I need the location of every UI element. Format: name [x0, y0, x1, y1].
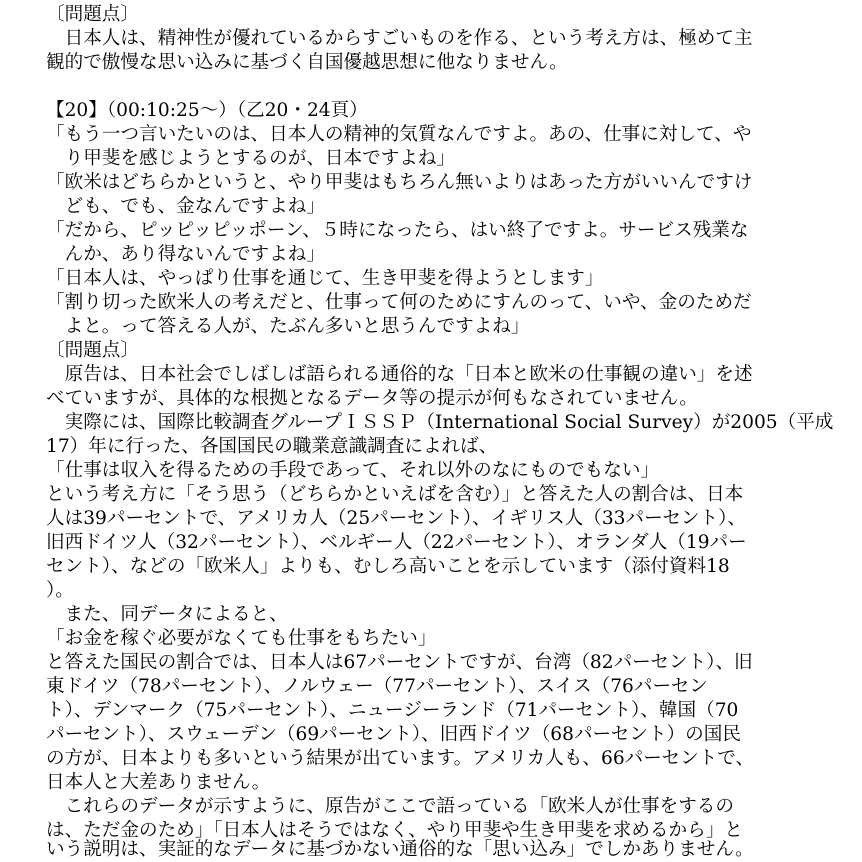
text-line: ども、でも、金なんですよね」: [46, 196, 325, 217]
text-line: 観的で傲慢な思い込みに基づく自国優越思想に他なりません。: [46, 52, 568, 73]
text-line: 実際には、国際比較調査グループＩＳＳＰ（International Social Survey）が2005（平成: [46, 412, 834, 433]
text-line: 【20】（00:10:25〜）（乙20・24頁）: [46, 100, 368, 121]
text-line: ト）、デンマーク（75パーセント）、ニュージーランド（71パーセント）、韓国（70: [46, 700, 739, 721]
text-line: 〔問題点〕: [46, 340, 139, 361]
text-line: 「仕事は収入を得るための手段であって、それ以外のなにものでもない」: [46, 460, 660, 481]
text-line: ）。: [46, 580, 74, 601]
text-line: よと。って答える人が、たぶん多いと思うんですよね」: [46, 316, 530, 337]
text-line: 「欧米はどちらかというと、やり甲斐はもちろん無いよりはあった方がいいんですけ: [46, 172, 753, 193]
text-line: 「お金を稼ぐ必要がなくても仕事をもちたい」: [46, 628, 437, 649]
text-line: いう説明は、実証的なデータに基づかない通俗的な「思い込み」でしかありません。: [46, 839, 754, 860]
text-line: り甲斐を感じようとするのが、日本ですよね」: [46, 148, 456, 169]
text-line: セント）、などの「欧米人」よりも、むしろ高いことを示しています（添付資料18: [46, 556, 730, 577]
text-line: と答えた国民の割合では、日本人は67パーセントですが、台湾（82パーセント）、旧: [46, 652, 753, 673]
text-line: また、同データによると、: [46, 604, 288, 625]
text-line: 旧西ドイツ人（32パーセント）、ベルギー人（22パーセント）、オランダ人（19パー: [46, 532, 747, 553]
text-line: んか、あり得ないんですよね」: [46, 244, 325, 265]
text-line: 17）年に行った、各国国民の職業意識調査によれば、: [46, 436, 498, 457]
text-line: 人は39パーセントで、アメリカ人（25パーセント）、イギリス人（33パーセント）、: [46, 508, 747, 529]
text-line: は、ただ金のため」「日本人はそうではなく、やり甲斐や生き甲斐を求めるから」と: [46, 820, 743, 841]
text-line: 東ドイツ（78パーセント）、ノルウェー（77パーセント）、スイス（76パーセン: [46, 676, 708, 697]
text-line: べていますが、具体的な根拠となるデータ等の提示が何もなされていません。: [46, 388, 698, 409]
text-line: 〔問題点〕: [46, 4, 139, 25]
text-line: という考え方に「そう思う（どちらかといえばを含む）」と答えた人の割合は、日本: [46, 484, 744, 505]
text-line: の方が、日本よりも多いという結果が出ています。アメリカ人も、66パーセントで、: [46, 748, 755, 769]
text-line: パーセント）、スウェーデン（69パーセント）、旧西ドイツ（68パーセント）の国民: [46, 724, 741, 745]
text-line: 「日本人は、やっぱり仕事を通じて、生き甲斐を得ようとします」: [46, 268, 604, 289]
text-line: 日本人は、精神性が優れているからすごいものを作る、という考え方は、極めて主: [46, 28, 753, 49]
text-line: 「だから、ピッピッピッポーン、５時になったら、はい終了ですよ。サービス残業な: [46, 220, 749, 241]
text-line: 日本人と大差ありません。: [46, 772, 271, 793]
text-line: これらのデータが示すように、原告がここで語っている「欧米人が仕事をするの: [46, 796, 734, 817]
text-line: 「割り切った欧米人の考えだと、仕事って何のためにすんのって、いや、金のためだ: [46, 292, 752, 313]
text-line: 「もう一つ言いたいのは、日本人の精神的気質なんですよ。あの、仕事に対して、や: [46, 124, 752, 145]
text-line: 原告は、日本社会でしばしば語られる通俗的な「日本と欧米の仕事観の違い」を述: [46, 364, 753, 385]
